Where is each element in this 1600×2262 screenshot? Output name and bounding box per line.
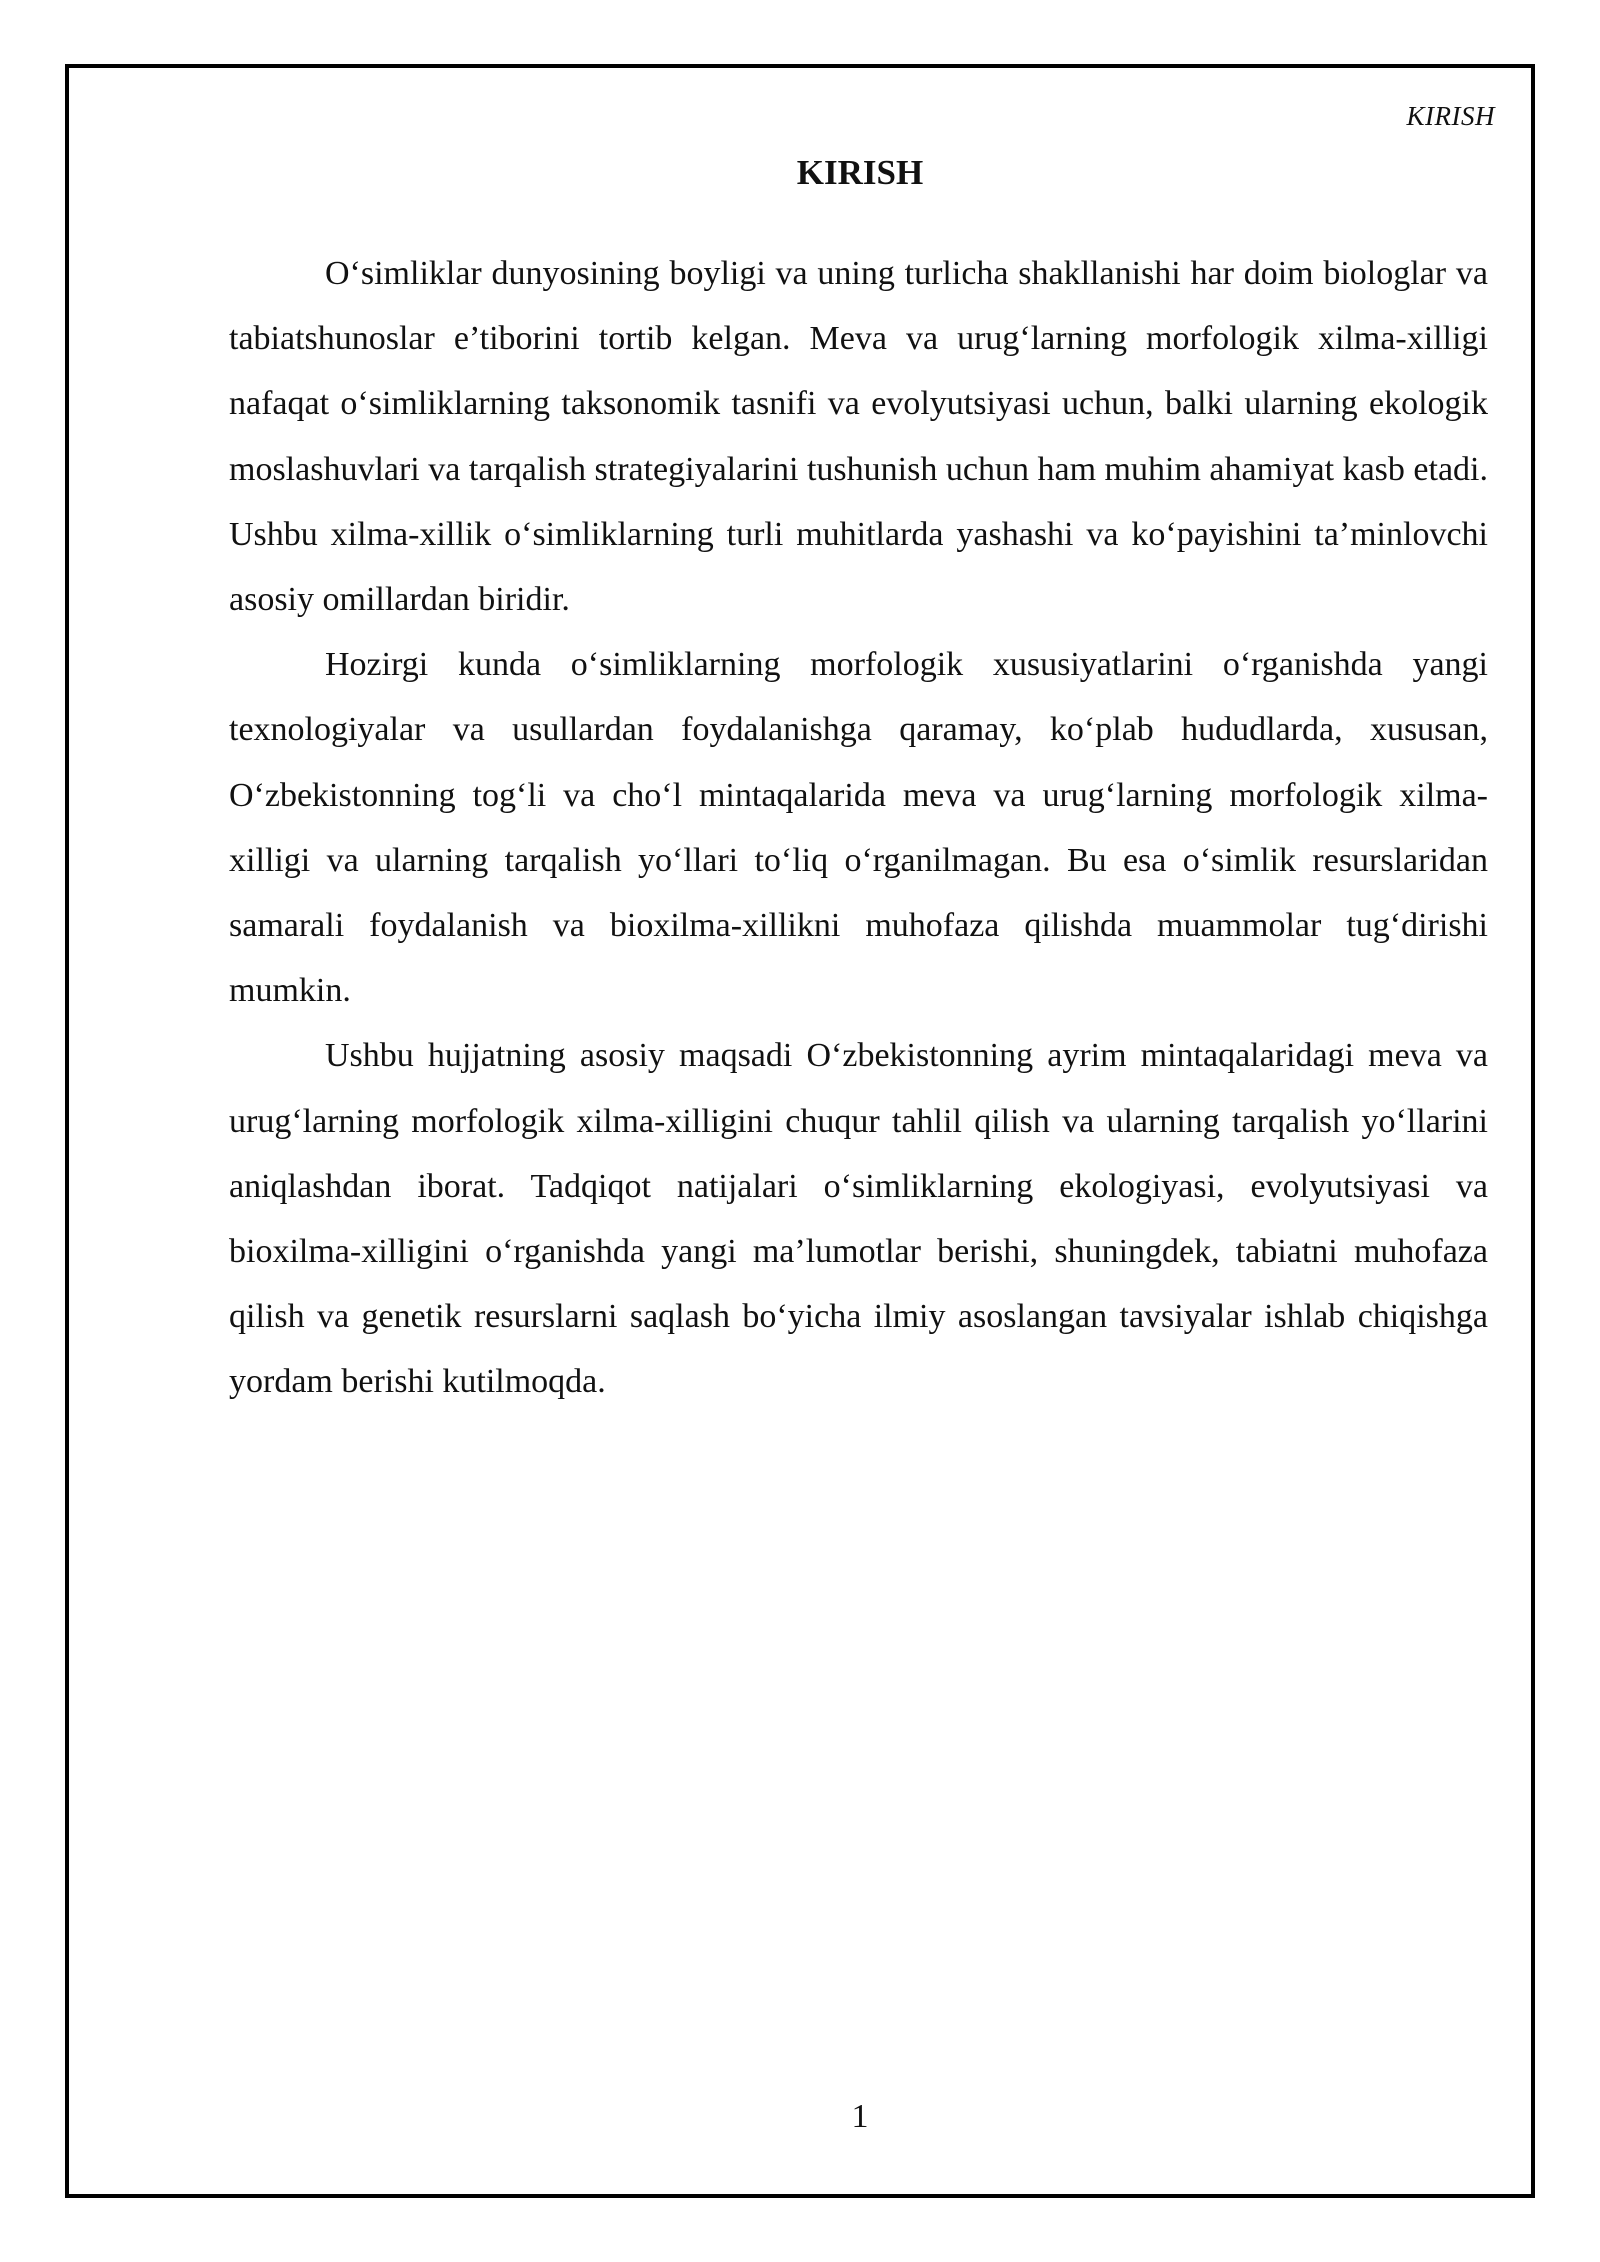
paragraph: Ushbu hujjatning asosiy maqsadi O‘zbekistonning ayrim mintaqalaridagi meva va urug‘larning morfologik xilma-xilligini chuqur tahlil qilish va ularning tarqalish yo‘llarini aniqlashdan iborat. Tadqiqot natijalari o‘simliklarning ekologiyasi, evolyutsiyasi va bioxilma-xilligini o‘rganishda yangi ma’lumotlar berishi, shuningdek, tabiatni muhofaza qilish va genetik resurslarni saqlash bo‘yicha ilmiy asoslangan tavsiyalar ishlab chiqishga yordam berishi kutilmoqda. <box>229 1037 1488 1401</box>
paragraph: O‘simliklar dunyosining boyligi va uning turlicha shakllanishi har doim biologlar va tabiatshunoslar e’tiborini tortib kelgan. Meva va urug‘larning morfologik xilma-xilligi nafaqat o‘simliklarning taksonomik tasnifi va evolyutsiyasi uchun, balki ularning ekologik moslashuvlari va tarqalish strategiyalarini tushunish uchun ham muhim ahamiyat kasb etadi. Ushbu xilma-xillik o‘simliklarning turli muhitlarda yashashi va ko‘payishini ta’minlovchi asosiy omillardan biridir. <box>229 255 1488 619</box>
body-text <box>229 241 1488 1415</box>
page-title: KIRISH <box>796 153 924 192</box>
running-header: KIRISH <box>1406 101 1495 131</box>
page-number: 1 <box>851 2098 869 2135</box>
paragraph: Hozirgi kunda o‘simliklarning morfologik xususiyatlarini o‘rganishda yangi texnologiyalar va usullardan foydalanishga qaramay, ko‘plab hududlarda, xususan, O‘zbekistonning tog‘li va cho‘l mintaqalarida meva va urug‘larning morfologik xilma-xilligi va ularning tarqalish yo‘llari to‘liq o‘rganilmagan. Bu esa o‘simlik resurslaridan samarali foydalanish va bioxilma-xillikni muhofaza qilishda muammolar tug‘dirishi mumkin. <box>229 646 1488 1010</box>
